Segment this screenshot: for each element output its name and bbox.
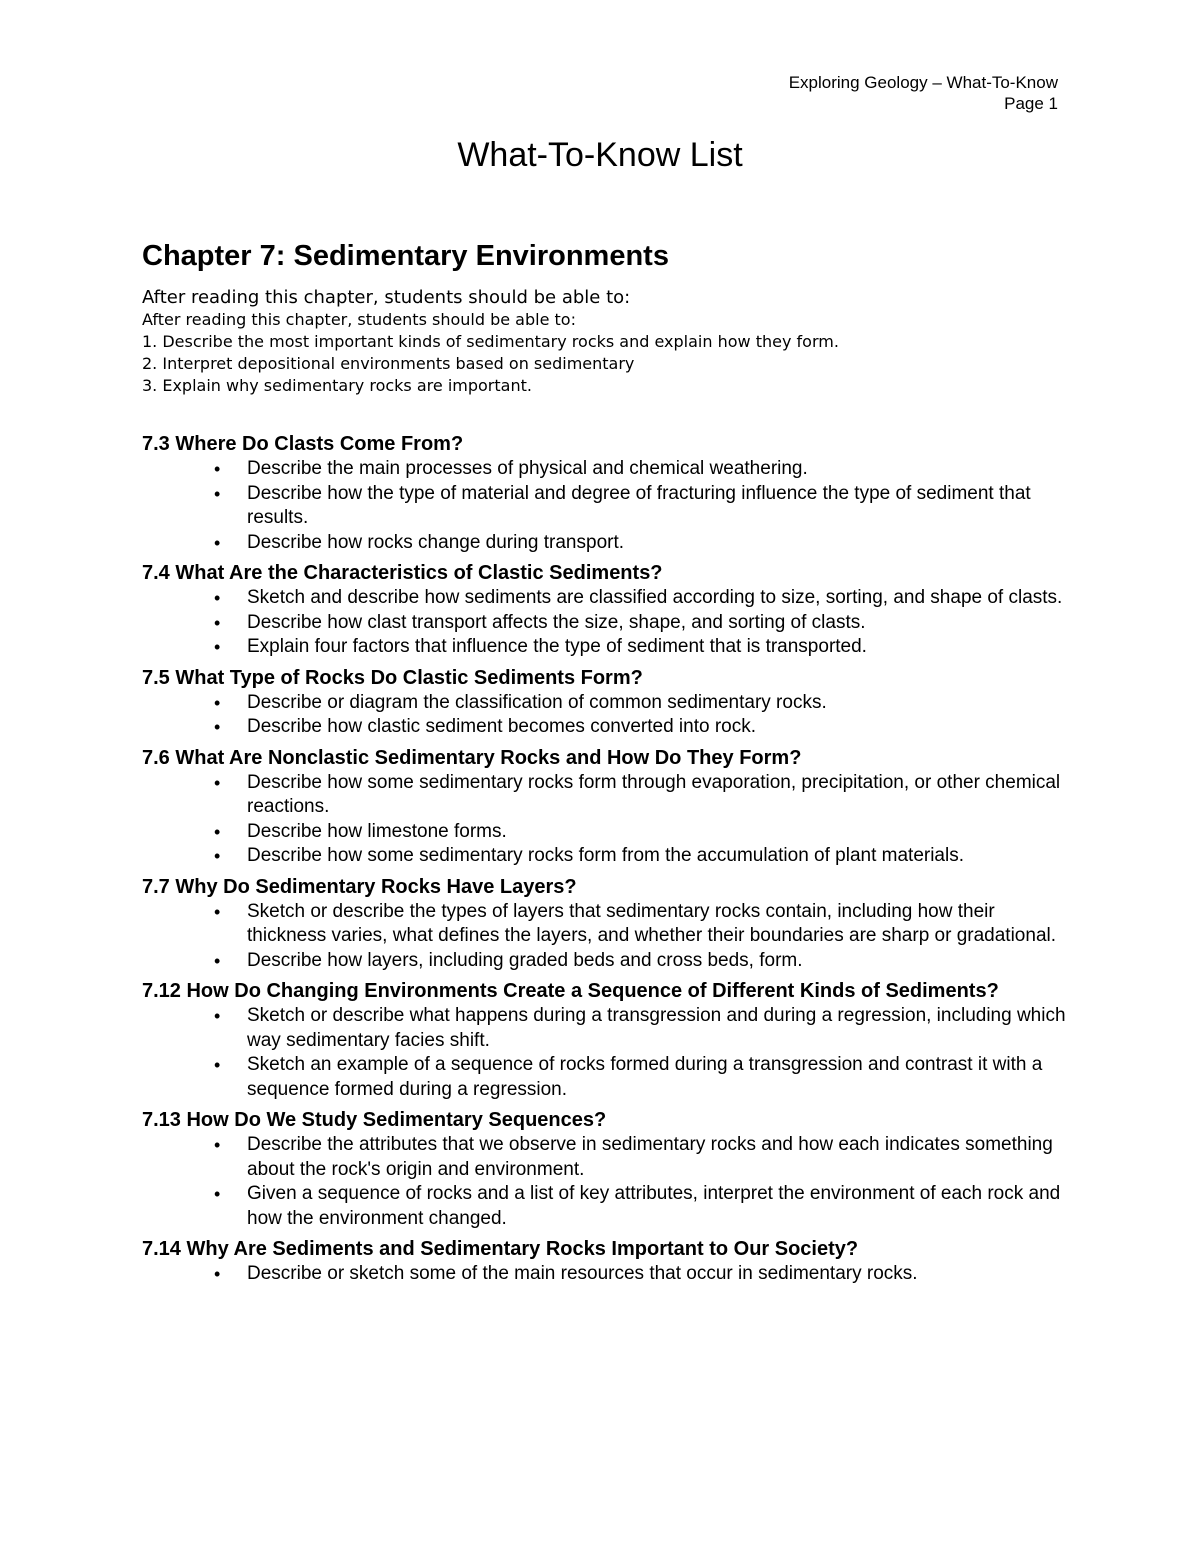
bullet-icon: • [214,1184,221,1204]
section-heading: 7.14 Why Are Sediments and Sedimentary Rocks Important to Our Society? [142,1238,859,1260]
bullet-text: Describe or diagram the classification of common sedimentary rocks. [247,691,827,713]
bullet-item [142,820,1072,845]
section [142,1236,1072,1287]
bullet-text: Describe how limestone forms. [247,820,507,842]
bullet-item [142,1004,1072,1053]
section [142,745,1072,869]
bullet-list [142,1262,1072,1287]
section-heading: 7.6 What Are Nonclastic Sedimentary Rocks and How Do They Form? [142,746,802,769]
document-body [142,236,1072,1292]
bullet-list [142,900,1072,974]
bullet-icon: • [214,612,221,633]
bullet-icon: • [214,901,221,922]
header-doc-name: Exploring Geology – What-To-Know [788,73,1058,92]
bullet-item [142,1053,1072,1102]
bullet-text: Describe the attributes that we observe in sedimentary rocks and how each indicates something about the rock's origin and environment. [247,1134,1053,1180]
bullet-list [142,586,1072,660]
header-page-number: Page 1 [1004,94,1058,113]
section-heading: 7.7 Why Do Sedimentary Rocks Have Layers? [142,875,577,898]
bullet-text: Describe how layers, including graded beds and cross beds, form. [247,949,803,971]
bullet-item [142,611,1072,636]
chapter-title: Chapter 7: Sedimentary Environments [142,240,669,272]
bullet-item [142,531,1072,556]
bullet-item [142,482,1072,531]
bullet-icon: • [214,950,221,971]
bullet-text: Describe how the type of material and degree of fracturing influence the type of sediment that results. [247,482,1031,528]
bullet-item [142,715,1072,740]
bullet-list [142,1133,1072,1231]
section-heading: 7.3 Where Do Clasts Come From? [142,433,464,455]
bullet-item [142,1182,1072,1231]
bullet-icon: • [214,459,221,479]
bullet-text: Given a sequence of rocks and a list of key attributes, interpret the environment of each rock and how the environment changed. [247,1183,1061,1229]
bullet-icon: • [214,637,221,657]
bullet-text: Sketch or describe the types of layers that sedimentary rocks contain, including how their thickness varies, what defines the layers, and whether their boundaries are sharp or gradational. [247,900,1057,946]
bullet-item [142,1262,1072,1287]
bullet-icon: • [214,692,221,713]
bullet-text: Describe how some sedimentary rocks form through evaporation, precipitation, or other chemical reactions. [247,771,1061,817]
bullet-icon: • [214,821,221,842]
section-heading: 7.12 How Do Changing Environments Create a Sequence of Different Kinds of Sediments? [142,980,999,1002]
bullet-text: Describe how rocks change during transport. [247,531,625,553]
bullet-icon: • [214,1055,221,1075]
bullet-text: Describe the main processes of physical and chemical weathering. [247,458,808,479]
intro-line-repeat: After reading this chapter, students should be able to: [142,310,576,329]
bullet-list [142,691,1072,740]
document-title: What-To-Know List [457,136,743,174]
bullet-icon: • [214,717,221,737]
bullet-icon: • [214,588,221,608]
intro-line: After reading this chapter, students should be able to: [142,287,631,308]
bullet-text: Sketch and describe how sediments are classified according to size, sorting, and shape of clasts. [247,587,1063,608]
section [142,978,1072,1102]
section-heading: 7.5 What Type of Rocks Do Clastic Sediments Form? [142,666,643,689]
bullet-text: Sketch an example of a sequence of rocks formed during a transgression and contrast it with a sequence formed during a regression. [247,1054,1043,1100]
bullet-item [142,691,1072,716]
bullet-item [142,949,1072,974]
bullet-item [142,844,1072,869]
bullet-text: Describe how clastic sediment becomes converted into rock. [247,716,757,737]
bullet-icon: • [214,1006,221,1026]
bullet-text: Describe how clast transport affects the size, shape, and sorting of clasts. [247,611,866,633]
bullet-text: Describe or sketch some of the main resources that occur in sedimentary rocks. [247,1263,918,1284]
section-heading: 7.4 What Are the Characteristics of Clastic Sediments? [142,562,663,584]
objective-item: 3. Explain why sedimentary rocks are important. [142,376,532,395]
section [142,1107,1072,1231]
bullet-list [142,457,1072,555]
bullet-list [142,771,1072,869]
bullet-item [142,586,1072,611]
bullet-icon: • [214,532,221,553]
section-heading: 7.13 How Do We Study Sedimentary Sequences? [142,1109,607,1131]
bullet-item [142,771,1072,820]
bullet-icon: • [214,1135,221,1155]
bullet-icon: • [214,772,221,793]
bullet-icon: • [214,483,221,504]
sections-container [142,431,1072,1287]
section [142,560,1072,660]
section [142,874,1072,974]
bullet-text: Describe how some sedimentary rocks form from the accumulation of plant materials. [247,845,964,866]
section [142,431,1072,555]
section [142,665,1072,740]
bullet-icon: • [214,1264,221,1284]
bullet-item [142,635,1072,660]
objective-item: 2. Interpret depositional environments based on sedimentary [142,354,635,373]
objective-item: 1. Describe the most important kinds of sedimentary rocks and explain how they form. [142,332,839,351]
bullet-text: Sketch or describe what happens during a transgression and during a regression, including which way sedimentary facies shift. [247,1005,1066,1051]
bullet-list [142,1004,1072,1102]
bullet-icon: • [214,846,221,866]
bullet-text: Explain four factors that influence the type of sediment that is transported. [247,636,867,657]
bullet-item [142,1133,1072,1182]
bullet-item [142,900,1072,949]
bullet-item [142,457,1072,482]
running-header [789,72,1058,114]
objectives-list [142,331,1072,397]
